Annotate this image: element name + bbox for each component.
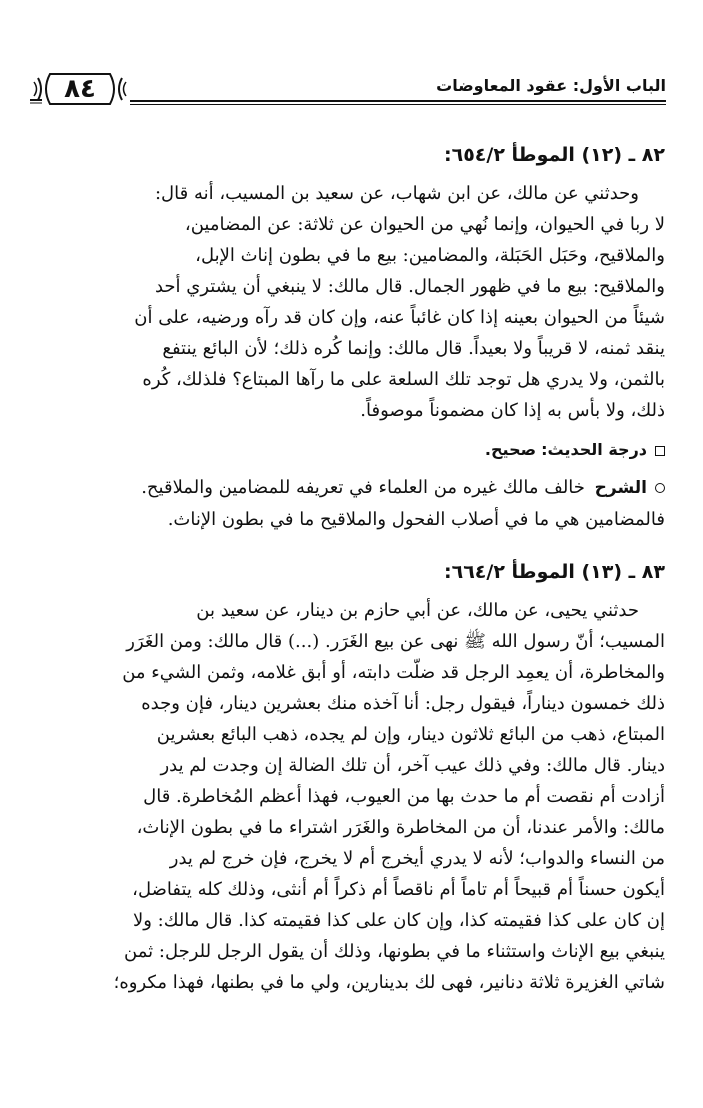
circle-bullet-icon <box>655 483 665 493</box>
text-line: حدثني يحيى، عن مالك، عن أبي حازم بن دينار، عن سعيد بن <box>196 600 639 621</box>
text-line: بالثمن، ولا يدري هل توجد تلك السلعة على ما رآها المبتاع؟ فلذلك، كُره <box>142 369 665 390</box>
text-line: شاتي الغزيرة ثلاثة دنانير، فهى لك بدينارين، ولي ما في بطنها، فهذا مكروه؛ <box>113 972 665 993</box>
text-line: ينبغي بيع الإناث واستثناء ما في بطونها، وذلك أن يقول الرجل للرجل: ثمن <box>124 941 665 962</box>
text-line: أيكون حسناً أم قبيحاً أم تاماً أم ناقصاً أم ذكراً أم أنثى، وذلك كله يتفاضل، <box>132 879 665 900</box>
hadith-83-text <box>48 595 665 998</box>
hadith-83-heading: ٨٣ ـ (١٣) الموطأ ٦٦٤/٢: <box>443 561 665 583</box>
page-body <box>48 142 665 998</box>
section-gap <box>48 535 665 559</box>
commentary <box>48 472 665 535</box>
page-number-badge <box>30 70 130 108</box>
grade-value: صحيح. <box>484 440 537 459</box>
text-line: ينقد ثمنه، لا قريباً ولا بعيداً. قال مالك: وإنما كُره ذلك؛ لأن البائع ينتفع <box>162 338 665 359</box>
text-line: والملاقيح، وحَبَل الحَبَلة، والمضامين: بيع ما في بطون إناث الإبل، <box>195 245 665 266</box>
square-bullet-icon <box>655 446 665 456</box>
text-line: ذلك، ولا بأس به إذا كان مضموناً موصوفاً. <box>360 400 665 421</box>
running-header <box>30 68 666 110</box>
commentary-line: فالمضامين هي ما في أصلاب الفحول والملاقيح ما في بطون الإناث. <box>167 509 665 530</box>
commentary-line <box>48 472 665 504</box>
text-line: من النساء والدواب؛ لأنه لا يدري أيخرج أم لا يخرج، فإن خرج لم يدر <box>169 848 665 869</box>
text-line: دينار. قال مالك: وفي ذلك عيب آخر، أن تلك الضالة إن وجدت لم يدر <box>160 755 665 776</box>
text-line: أزادت أم نقصت أم ما حدث بها من العيوب، فهذا أعظم المُخاطرة. قال <box>143 786 665 807</box>
grade-label: درجة الحديث: <box>541 440 647 459</box>
text-line: والمخاطرة، أن يعمِد الرجل قد ضلّت دابته، أو أبق غلامه، وثمن الشيء من <box>122 662 665 683</box>
text-line: لا ربا في الحيوان، وإنما نُهي من الحيوان عن ثلاثة: عن المضامين، <box>184 214 665 235</box>
text-line: إن كان على كذا فقيمته كذا، وإن كان على كذا فقيمته كذا. قال مالك: ولا <box>132 910 665 931</box>
hadith-82-text <box>48 178 665 426</box>
text-line: المبتاع، ذهب من البائع ثلاثون دينار، وإن لم يجده، ذهب البائع بعشرين <box>156 724 665 745</box>
text-line: ذلك خمسون ديناراً، فيقول رجل: أنا آخذه منك بعشرين دينار، فإن وجده <box>141 693 665 714</box>
text-line: والملاقيح: بيع ما في ظهور الجمال. قال مالك: لا ينبغي أن يشتري أحد <box>154 276 665 297</box>
hadith-grade <box>48 436 665 464</box>
text-line: وحدثني عن مالك، عن ابن شهاب، عن سعيد بن المسيب، أنه قال: <box>154 183 639 204</box>
header-rule <box>130 100 666 105</box>
text-line: مالك: والأمر عندنا، أن من المخاطرة والغَرَر اشتراء ما في بطون الإناث، <box>136 817 665 838</box>
page-number: ٨٤ <box>64 74 96 104</box>
sharh-tag: الشرح <box>594 478 647 498</box>
hadith-82-heading: ٨٢ ـ (١٢) الموطأ ٦٥٤/٢: <box>443 144 665 166</box>
chapter-title: الباب الأول: عقود المعاوضات <box>436 76 666 95</box>
commentary-text: خالف مالك غيره من العلماء في تعريفه للمضامين والملاقيح. <box>141 477 585 498</box>
text-line: المسيب؛ أنّ رسول الله ﷺ نهى عن بيع الغَرَر. (...) قال مالك: ومن الغَرَر <box>126 631 665 652</box>
text-line: شيئاً من الحيوان بعينه إذا كان غائباً عنه، وإن كان قد رآه ورضيه، على أن <box>134 307 665 328</box>
